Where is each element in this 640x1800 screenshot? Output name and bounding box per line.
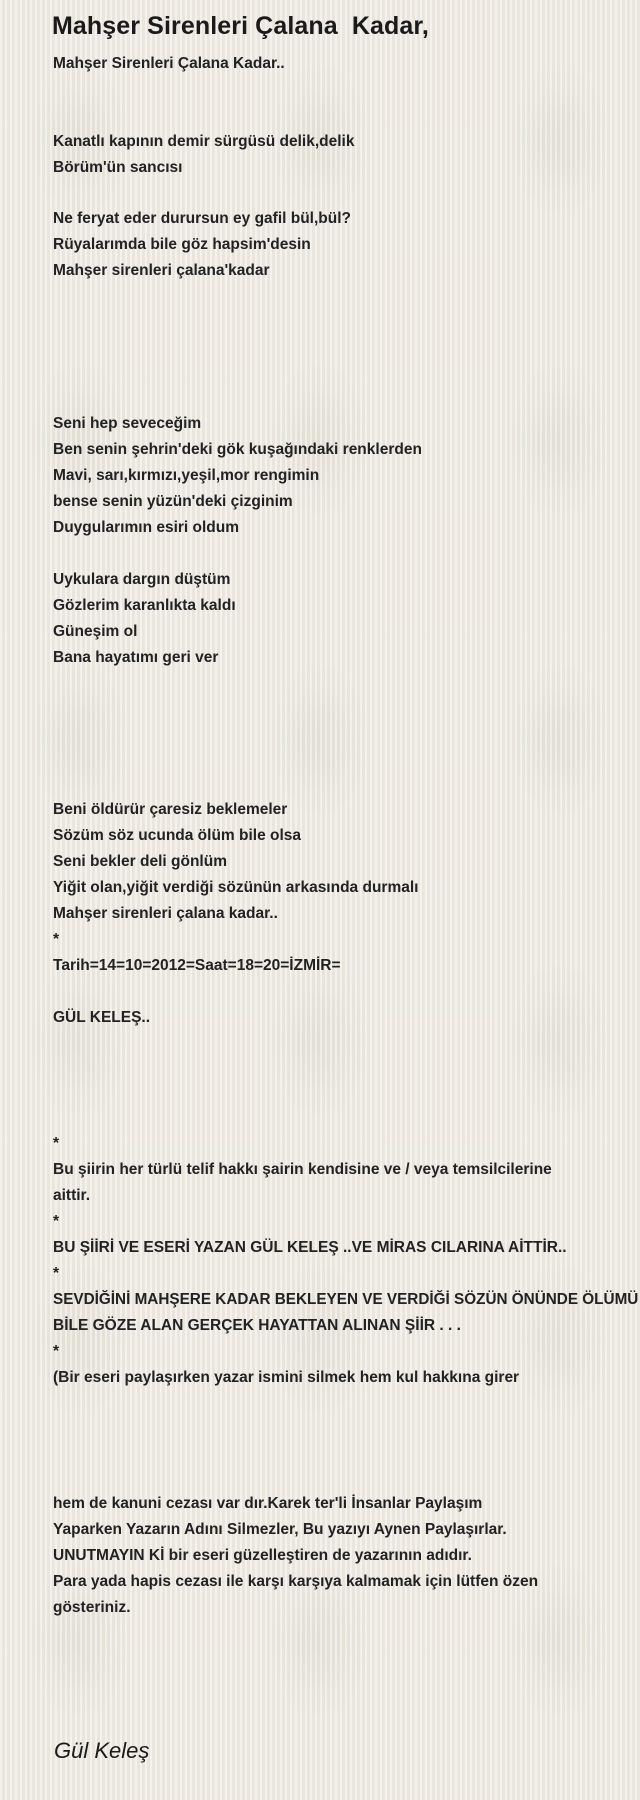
poem-line: Ben senin şehrin'deki gök kuşağındaki renklerden: [53, 441, 422, 458]
poem-line: Uykulara dargın düştüm: [53, 571, 231, 588]
poem-line: Mahşer sirenleri çalana kadar..: [53, 905, 278, 922]
note-line: hem de kanuni cezası var dır.Karek ter'li İnsanlar Paylaşım: [53, 1495, 483, 1512]
poem-line: Yiğit olan,yiğit verdiği sözünün arkasında durmalı: [53, 879, 419, 896]
note-line: Para yada hapis cezası ile karşı karşıya kalmamak için lütfen özen: [53, 1573, 539, 1590]
note-line: (Bir eseri paylaşırken yazar ismini silmek hem kul hakkına girer: [53, 1369, 520, 1386]
note-line: *: [53, 1343, 60, 1360]
poem-title: Mahşer Sirenleri Çalana Kadar,: [52, 12, 429, 40]
poem-line: Mahşer sirenleri çalana'kadar: [53, 262, 270, 279]
poem-line: Beni öldürür çaresiz beklemeler: [53, 801, 288, 818]
date-line: Tarih=14=10=2012=Saat=18=20=İZMİR=: [53, 957, 341, 974]
poem-subtitle: Mahşer Sirenleri Çalana Kadar..: [53, 55, 285, 72]
poem-line: *: [53, 931, 60, 948]
poem-line: Duygularımın esiri oldum: [53, 519, 240, 536]
poem-line: Mavi, sarı,kırmızı,yeşil,mor rengimin: [53, 467, 320, 484]
poem-line: bense senin yüzün'deki çizginim: [53, 493, 293, 510]
note-line: gösteriniz.: [53, 1599, 131, 1616]
note-line: *: [53, 1135, 60, 1152]
author-signature: Gül Keleş: [54, 1738, 150, 1763]
poem-line: Kanatlı kapının demir sürgüsü delik,delik: [53, 133, 355, 150]
poem-line: Ne feryat eder durursun ey gafil bül,bül?: [53, 210, 351, 227]
poem-line: Börüm'ün sancısı: [53, 159, 183, 176]
copyright-line: Bu şiirin her türlü telif hakkı şairin kendisine ve / veya temsilcilerine: [53, 1161, 552, 1178]
copyright-line: aittir.: [53, 1187, 91, 1204]
poem-line: Sözüm söz ucunda ölüm bile olsa: [53, 827, 302, 844]
note-line: BİLE GÖZE ALAN GERÇEK HAYATTAN ALINAN ŞİİR . . .: [53, 1317, 461, 1334]
note-line: Yaparken Yazarın Adını Silmezler, Bu yazıyı Aynen Paylaşırlar.: [53, 1521, 507, 1538]
poem-line: Seni bekler deli gönlüm: [53, 853, 227, 870]
note-line: BU ŞİİRİ VE ESERİ YAZAN GÜL KELEŞ ..VE MİRAS CILARINA AİTTİR..: [53, 1239, 567, 1256]
poem-line: Seni hep seveceğim: [53, 415, 202, 432]
poem-line: Bana hayatımı geri ver: [53, 649, 219, 666]
poem-line: Güneşim ol: [53, 623, 138, 640]
note-line: *: [53, 1213, 60, 1230]
author-line: GÜL KELEŞ..: [53, 1009, 151, 1026]
note-line: *: [53, 1265, 60, 1282]
poem-line: Rüyalarımda bile göz hapsim'desin: [53, 236, 311, 253]
note-line: SEVDİĞİNİ MAHŞERE KADAR BEKLEYEN VE VERDİĞİ SÖZÜN ÖNÜNDE ÖLÜMÜ: [53, 1291, 639, 1308]
note-line: UNUTMAYIN Kİ bir eseri güzelleştiren de yazarının adıdır.: [53, 1547, 472, 1564]
poem-line: Gözlerim karanlıkta kaldı: [53, 597, 236, 614]
